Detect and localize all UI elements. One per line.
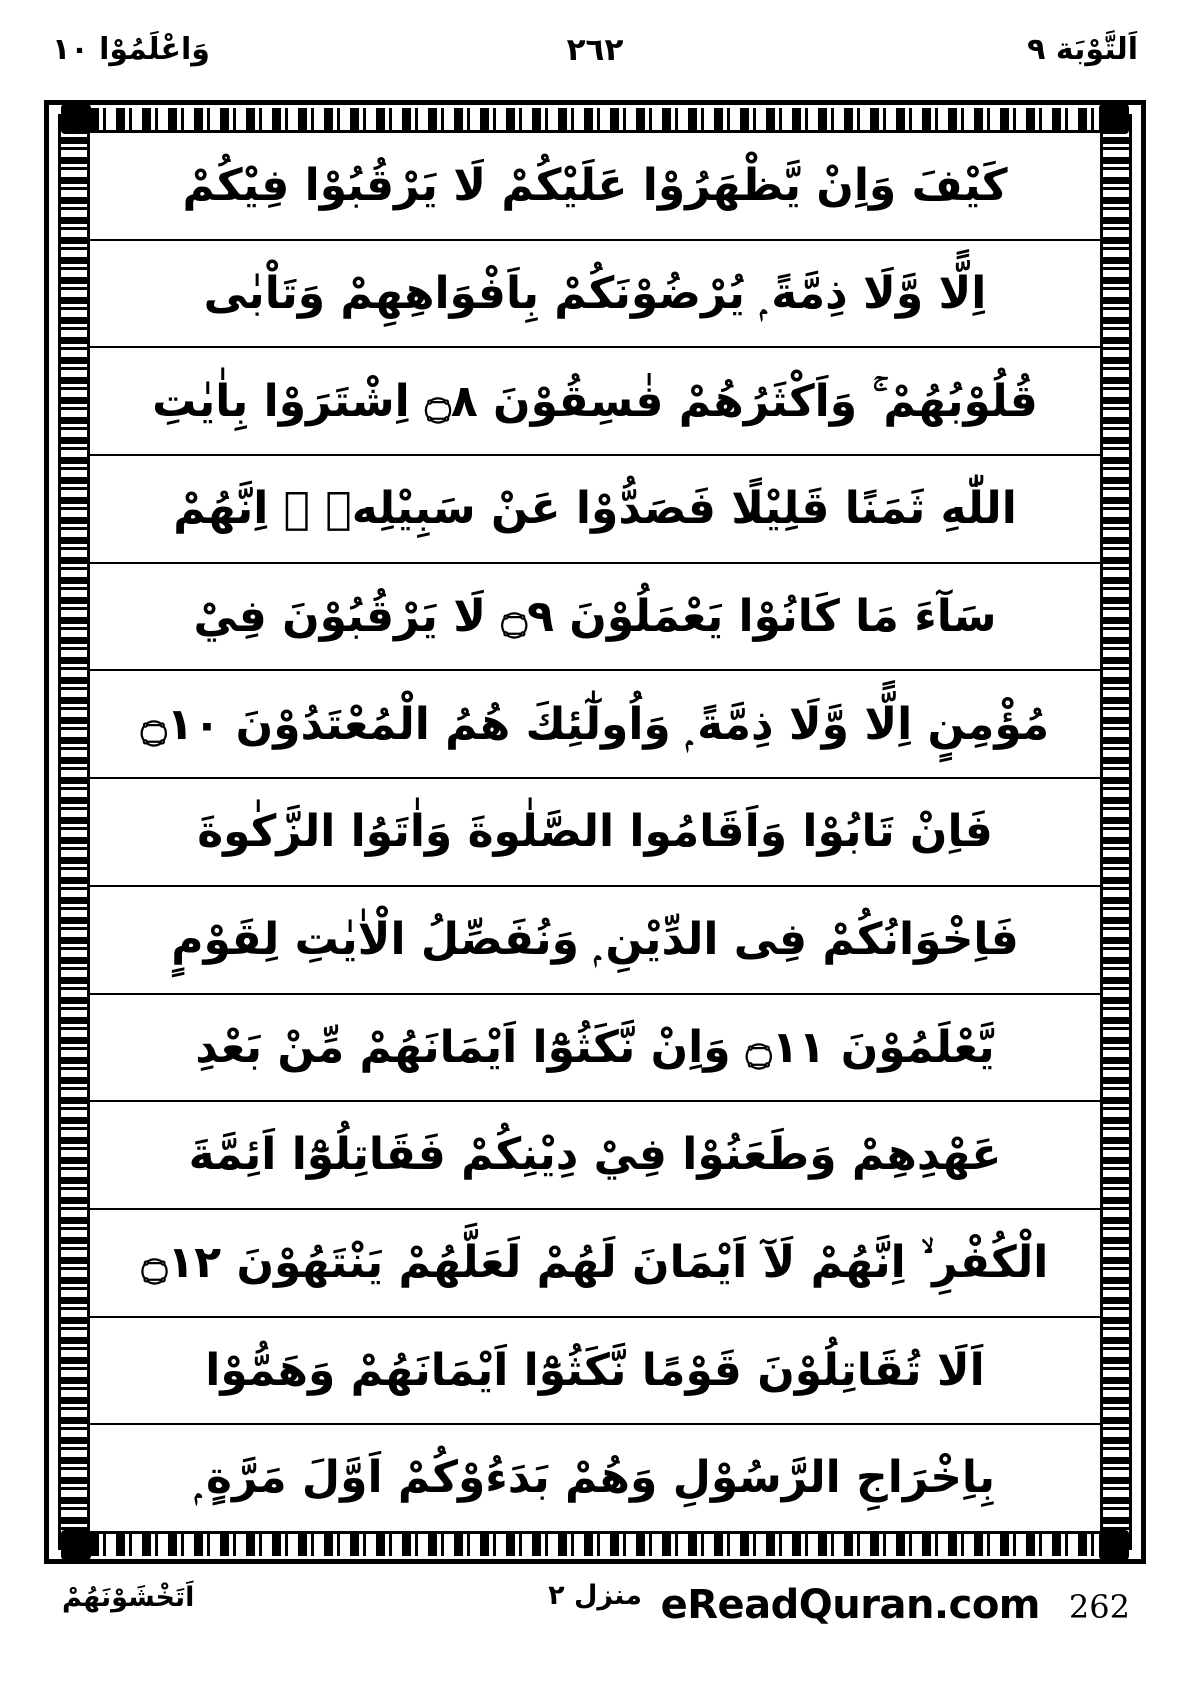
ayah-line	[90, 1210, 1100, 1318]
ayah-line-text: قُلُوْبُهُمْ ۚ وَاَكْثَرُهُمْ فٰسِقُوْنَ ۝٨ اِشْتَرَوْا بِاٰيٰتِ	[152, 375, 1038, 427]
ayah-line	[90, 671, 1100, 779]
surah-name-label: اَلتَّوْبَة ٩	[1027, 32, 1138, 67]
page-footer	[0, 1564, 1190, 1684]
ayah-line-text: كَيْفَ وَاِنْ يَّظْهَرُوْا عَلَيْكُمْ لَا يَرْقُبُوْا فِيْكُمْ	[182, 160, 1008, 212]
ornament-corner-top-right	[1099, 104, 1129, 134]
page-number-arabic: ٢٦٢	[566, 31, 624, 68]
ayah-line-text: يَّعْلَمُوْنَ ۝١١ وَاِنْ نَّكَثُوْٓا اَيْمَانَهُمْ مِّنْ بَعْدِ	[195, 1021, 995, 1073]
ornament-band-top	[64, 108, 1126, 130]
ayah-line-text: الْكُفْرِ ۙ اِنَّهُمْ لَآ اَيْمَانَ لَهُمْ لَعَلَّهُمْ يَنْتَهُوْنَ ۝١٢	[141, 1237, 1049, 1289]
manzil-label: منزل ٢	[548, 1580, 642, 1611]
ayah-line-text: اللّٰهِ ثَمَنًا قَلِيْلًا فَصَدُّوْا عَنْ سَبِيْلِهٖ ۭ اِنَّهُمْ	[173, 483, 1017, 535]
catchword-label: اَتَخْشَوْنَهُمْ	[62, 1582, 195, 1613]
ayah-line-text: فَاِخْوَانُكُمْ فِى الدِّيْنِ ۭ وَنُفَصِّلُ الْاٰيٰتِ لِقَوْمٍ	[171, 913, 1019, 965]
ayah-lines-container	[90, 133, 1100, 1531]
ornament-corner-bottom-left	[61, 1530, 91, 1560]
ayah-line-text: اِلًّا وَّلَا ذِمَّةً ۭ يُرْضُوْنَكُمْ بِاَفْوَاهِهِمْ وَتَاْبٰى	[203, 267, 987, 319]
ayah-line	[90, 564, 1100, 672]
page-number-latin: 262	[1068, 1588, 1130, 1626]
ayah-line	[90, 887, 1100, 995]
juz-name-label: وَاعْلَمُوْا ١٠	[52, 32, 210, 67]
ayah-line	[90, 348, 1100, 456]
ayah-line	[90, 779, 1100, 887]
text-frame	[87, 130, 1103, 1534]
brand-watermark: eReadQuran.com	[660, 1582, 1040, 1628]
ornamental-frame-middle	[58, 114, 1132, 1550]
ayah-line	[90, 995, 1100, 1103]
ayah-line-text: عَهْدِهِمْ وَطَعَنُوْا فِيْ دِيْنِكُمْ فَقَاتِلُوْٓا اَئِمَّةَ	[188, 1129, 1002, 1181]
ayah-line-text: مُؤْمِنٍ اِلًّا وَّلَا ذِمَّةً ۭ وَاُولٰٓئِكَ هُمُ الْمُعْتَدُوْنَ ۝١٠	[140, 698, 1050, 750]
ornament-band-bottom	[64, 1534, 1126, 1556]
ornamental-frame-outer	[44, 100, 1146, 1564]
ayah-line-text: بِاِخْرَاجِ الرَّسُوْلِ وَهُمْ بَدَءُوْكُمْ اَوَّلَ مَرَّةٍ ۭ	[195, 1452, 995, 1504]
ornament-corner-bottom-right	[1099, 1530, 1129, 1560]
ayah-line-text: اَلَا تُقَاتِلُوْنَ قَوْمًا نَّكَثُوْٓا اَيْمَانَهُمْ وَهَمُّوْا	[205, 1344, 985, 1396]
ayah-line	[90, 1425, 1100, 1531]
ayah-line-text: فَاِنْ تَابُوْا وَاَقَامُوا الصَّلٰوةَ وَاٰتَوُا الزَّكٰوةَ	[197, 806, 993, 858]
ayah-line	[90, 1102, 1100, 1210]
ayah-line	[90, 1318, 1100, 1426]
ornament-corner-top-left	[61, 104, 91, 134]
ayah-line-text: سَآءَ مَا كَانُوْا يَعْمَلُوْنَ ۝٩ لَا يَرْقُبُوْنَ فِيْ	[193, 590, 997, 642]
ayah-line	[90, 133, 1100, 241]
ayah-line	[90, 241, 1100, 349]
ayah-line	[90, 456, 1100, 564]
page-header	[0, 0, 1190, 100]
